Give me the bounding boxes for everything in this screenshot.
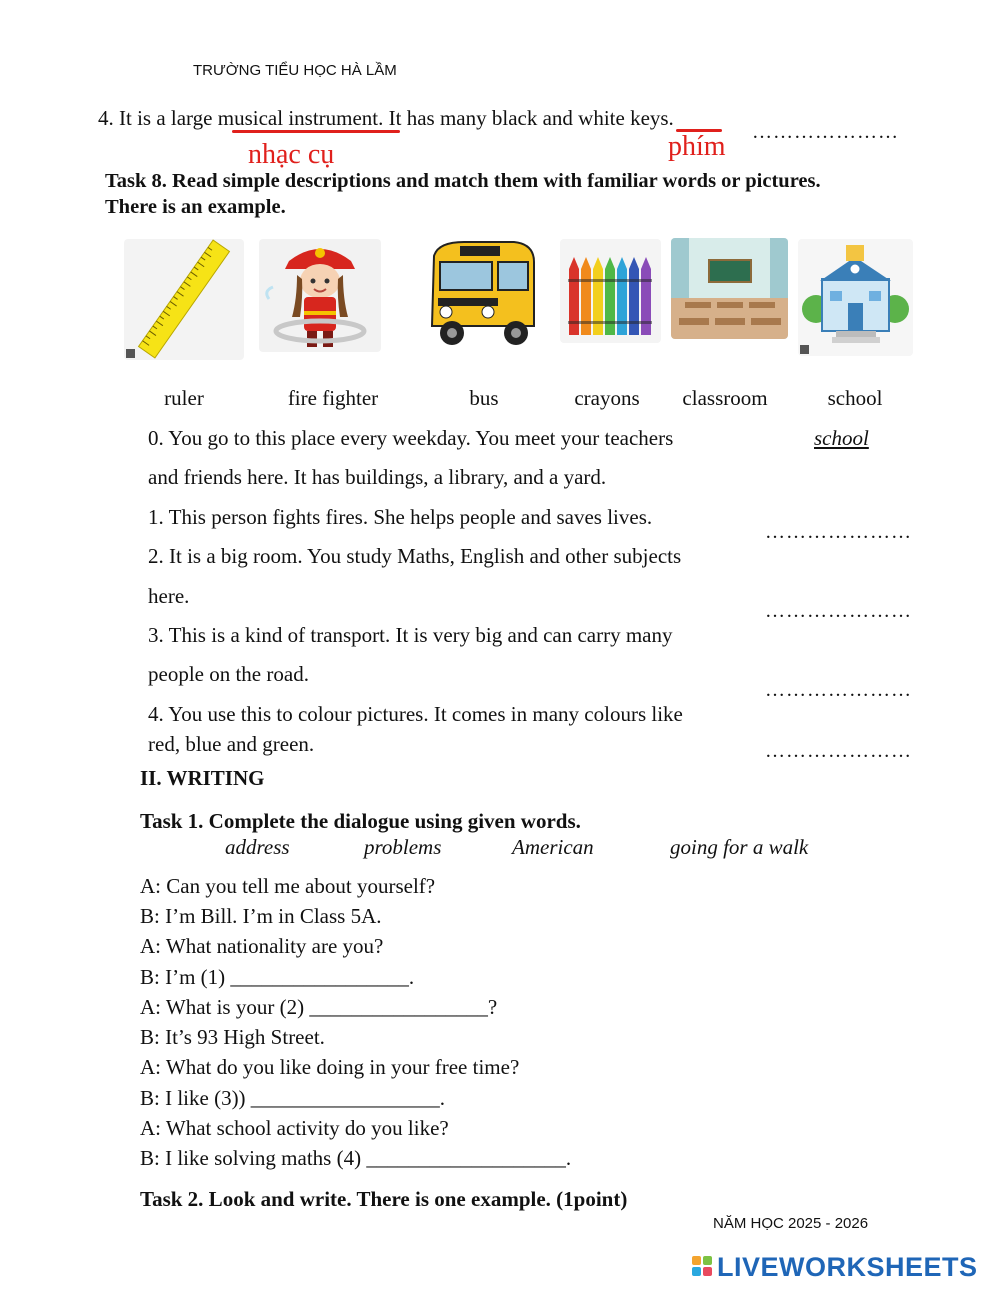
word-bank-address: address [225, 835, 290, 859]
school-bus-picture [424, 238, 540, 348]
underline-musical-instrument [232, 130, 400, 133]
label-ruler: ruler [164, 386, 204, 410]
answer-blank-task8-q2[interactable]: ………………… [765, 600, 912, 622]
dialogue-line: A: What do you like doing in your free time? [140, 1055, 520, 1079]
task8-q3-line1: 3. This is a kind of transport. It is very big and can carry many [148, 623, 673, 647]
label-bus: bus [469, 386, 499, 410]
dialogue-line-blank-3[interactable]: B: I like (3)) __________________. [140, 1086, 446, 1110]
task8-q0-answer: school [814, 426, 869, 450]
word-bank-going-for-a-walk: going for a walk [670, 835, 809, 859]
dialogue-line: A: Can you tell me about yourself? [140, 874, 436, 898]
annotation-nhac-cu: nhạc cụ [248, 139, 335, 170]
label-classroom: classroom [682, 386, 768, 410]
liveworksheets-logo-icon [692, 1256, 716, 1280]
task8-title: Task 8. Read simple descriptions and match them with familiar words or pictures. [105, 170, 821, 192]
task8-q0-line2: and friends here. It has buildings, a library, and a yard. [148, 465, 607, 489]
dialogue-line: B: I’m Bill. I’m in Class 5A. [140, 904, 382, 928]
task8-q0-line1: 0. You go to this place every weekday. You meet your teachers [148, 426, 674, 450]
liveworksheets-brand[interactable]: LIVEWORKSHEETS [717, 1252, 978, 1282]
task8-q3-line2: people on the road. [148, 662, 309, 686]
dialogue-line-blank-1[interactable]: B: I’m (1) _________________. [140, 965, 415, 989]
task8-q4-line1: 4. You use this to colour pictures. It comes in many colours like [148, 702, 683, 726]
crayons-picture [560, 239, 661, 343]
school-building-picture [798, 239, 913, 356]
ruler-picture [124, 239, 244, 360]
task8-q2-line1: 2. It is a big room. You study Maths, English and other subjects [148, 544, 682, 568]
classroom-picture [671, 238, 788, 339]
annotation-phim: phím [668, 131, 726, 162]
task8-subtitle: There is an example. [105, 196, 286, 218]
fire-fighter-picture [259, 239, 381, 352]
answer-blank-task8-q1[interactable]: ………………… [765, 521, 912, 543]
dialogue-line: A: What nationality are you? [140, 934, 384, 958]
school-name-header: TRƯỜNG TIỂU HỌC HÀ LẦM [193, 62, 397, 79]
task8-q2-line2: here. [148, 584, 190, 608]
label-school: school [827, 386, 883, 410]
dialogue-line: A: What school activity do you like? [140, 1116, 449, 1140]
task8-q4-line2: red, blue and green. [148, 732, 315, 756]
dialogue-line: B: It’s 93 High Street. [140, 1025, 325, 1049]
answer-blank-q4[interactable]: ………………… [752, 121, 899, 143]
dialogue-line-blank-4[interactable]: B: I like solving maths (4) ___________________. [140, 1146, 572, 1170]
writing-task2-title: Task 2. Look and write. There is one example. (1point) [140, 1187, 628, 1211]
word-bank-american: American [512, 835, 594, 859]
task8-q1-text: 1. This person fights fires. She helps people and saves lives. [148, 505, 653, 529]
writing-task1-title: Task 1. Complete the dialogue using given words. [140, 809, 581, 833]
answer-blank-task8-q4[interactable]: ………………… [765, 740, 912, 762]
question-4-text: 4. It is a large musical instrument. It has many black and white keys. [98, 106, 674, 130]
dialogue-line-blank-2[interactable]: A: What is your (2) _________________? [140, 995, 498, 1019]
writing-section-title: II. WRITING [140, 766, 265, 790]
label-crayons: crayons [574, 386, 640, 410]
word-bank-problems: problems [364, 835, 442, 859]
label-fire-fighter: fire fighter [287, 386, 379, 410]
school-year-footer: NĂM HỌC 2025 - 2026 [713, 1215, 869, 1232]
answer-blank-task8-q3[interactable]: ………………… [765, 679, 912, 701]
